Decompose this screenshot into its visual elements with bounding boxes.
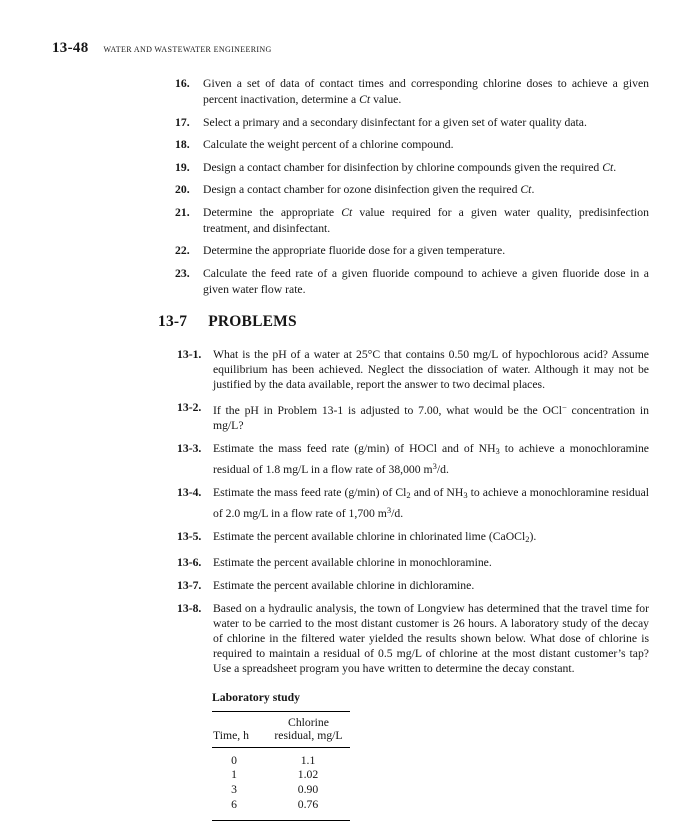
column-header-residual-line2: residual, mg/L bbox=[274, 728, 343, 742]
list-item bbox=[175, 160, 649, 176]
problem-text: Estimate the percent available chlorine in chlorinated lime (CaOCl$_2$). bbox=[213, 529, 537, 544]
column-header-residual bbox=[257, 716, 350, 742]
cell-residual: 0.90 bbox=[297, 783, 319, 797]
item-number: 19. bbox=[175, 160, 190, 174]
problem-item bbox=[177, 555, 649, 570]
problem-text: What is the pH of a water at 25°C that contains 0.50 mg/L of hypochlorous acid? Assume equilibrium has been achieved. Neglect the dissociation of water. Although it may not be justified by the data available, report the answer to two decimal places. bbox=[213, 347, 649, 391]
laboratory-study-table bbox=[212, 691, 350, 821]
problem-text: If the pH in Problem 13-1 is adjusted to 7.00, what would be the OCl− concentration in mg/L? bbox=[213, 401, 650, 432]
table-row bbox=[212, 798, 350, 813]
table-title: Laboratory study bbox=[212, 690, 300, 704]
list-item bbox=[175, 182, 649, 198]
problem-number: 13-1. bbox=[177, 347, 202, 361]
problem-number: 13-7. bbox=[177, 578, 202, 592]
problem-item bbox=[177, 347, 649, 392]
data-table bbox=[212, 711, 350, 821]
item-text: Calculate the feed rate of a given fluoride compound to achieve a given fluoride dose in a given water flow rate. bbox=[203, 266, 649, 296]
running-head bbox=[52, 40, 689, 57]
item-number: 20. bbox=[175, 183, 190, 196]
problems-list bbox=[177, 347, 649, 676]
column-header-time: Time, h bbox=[213, 728, 249, 742]
table-row bbox=[212, 754, 350, 769]
item-text: Determine the appropriate Ct value required for a given water quality, predisinfection treatment, and disinfectant. bbox=[203, 205, 649, 235]
item-number: 23. bbox=[175, 266, 190, 280]
cell-time: 0 bbox=[231, 753, 237, 767]
cell-time: 1 bbox=[231, 768, 237, 782]
table-header-row bbox=[212, 712, 350, 748]
column-header-residual-line1: Chlorine bbox=[288, 715, 329, 729]
list-item bbox=[175, 266, 649, 298]
problem-item bbox=[177, 529, 649, 547]
running-title: WATER AND WASTEWATER ENGINEERING bbox=[103, 45, 272, 54]
problem-text: Estimate the mass feed rate (g/min) of HOCl and of $NH_3$ to achieve a monochloramine residual of 1.8 mg/L in a flow rate of 38,000 $m^3/d$. bbox=[213, 441, 649, 476]
item-text: Determine the appropriate fluoride dose for a given temperature. bbox=[203, 244, 506, 257]
problem-number: 13-3. bbox=[177, 441, 202, 455]
table-row bbox=[212, 768, 350, 783]
cell-residual: 1.02 bbox=[297, 768, 319, 782]
problem-number: 13-5. bbox=[177, 529, 202, 543]
problem-number: 13-4. bbox=[177, 485, 202, 499]
list-item bbox=[175, 115, 649, 131]
item-number: 16. bbox=[175, 77, 190, 90]
list-item bbox=[175, 76, 649, 108]
table-row bbox=[212, 783, 350, 798]
item-text: Design a contact chamber for disinfection by chlorine compounds given the required Ct. bbox=[203, 160, 617, 174]
section-heading bbox=[158, 313, 689, 331]
item-text: Given a set of data of contact times and corresponding chlorine doses to achieve a given percent inactivation, determine a Ct value. bbox=[203, 77, 649, 106]
item-number: 18. bbox=[175, 138, 190, 151]
problem-text: Estimate the percent available chlorine in monochloramine. bbox=[213, 555, 492, 569]
problem-number: 13-8. bbox=[177, 601, 202, 615]
page-number: 13-48 bbox=[52, 40, 89, 56]
problem-number: 13-6. bbox=[177, 555, 202, 569]
item-text: Design a contact chamber for ozone disinfection given the required Ct. bbox=[203, 183, 535, 196]
cell-residual: 1.1 bbox=[300, 753, 316, 767]
cell-residual: 0.76 bbox=[297, 797, 319, 811]
list-item bbox=[175, 243, 649, 259]
list-item bbox=[175, 137, 649, 153]
table-body bbox=[212, 748, 350, 820]
problem-number: 13-2. bbox=[177, 400, 202, 414]
objectives-list bbox=[175, 76, 649, 298]
item-number: 21. bbox=[175, 205, 190, 219]
problem-text: Estimate the percent available chlorine in dichloramine. bbox=[213, 578, 475, 592]
problem-item bbox=[177, 601, 649, 676]
item-text: Calculate the weight percent of a chlorine compound. bbox=[203, 138, 454, 151]
item-number: 17. bbox=[175, 115, 190, 129]
problem-item bbox=[177, 400, 649, 433]
problem-item bbox=[177, 441, 649, 477]
item-number: 22. bbox=[175, 244, 190, 257]
list-item bbox=[175, 205, 649, 237]
section-title: PROBLEMS bbox=[208, 312, 297, 330]
problem-item bbox=[177, 485, 649, 521]
cell-time: 6 bbox=[231, 797, 237, 811]
problem-item bbox=[177, 578, 649, 593]
problem-text: Based on a hydraulic analysis, the town of Longview has determined that the travel time for water to be carried to the most distant customer is 26 hours. A laboratory study of the decay of chlorine in the filtered water yielded the results shown below. What dose of chlorine is required to maintain a residual of 0.5 mg/L of chlorine at the most distant customer’s tap? Use a spreadsheet program you have written to determine the decay constant. bbox=[213, 601, 649, 675]
section-number: 13-7 bbox=[158, 312, 188, 330]
item-text: Select a primary and a secondary disinfectant for a given set of water quality data. bbox=[203, 115, 587, 129]
cell-time: 3 bbox=[231, 783, 237, 797]
problem-text: Estimate the mass feed rate (g/min) of $Cl_2$ and of $NH_3$ to achieve a monochloramine residual of 2.0 mg/L in a flow rate of 1,700 $m^3/d$. bbox=[213, 485, 650, 520]
